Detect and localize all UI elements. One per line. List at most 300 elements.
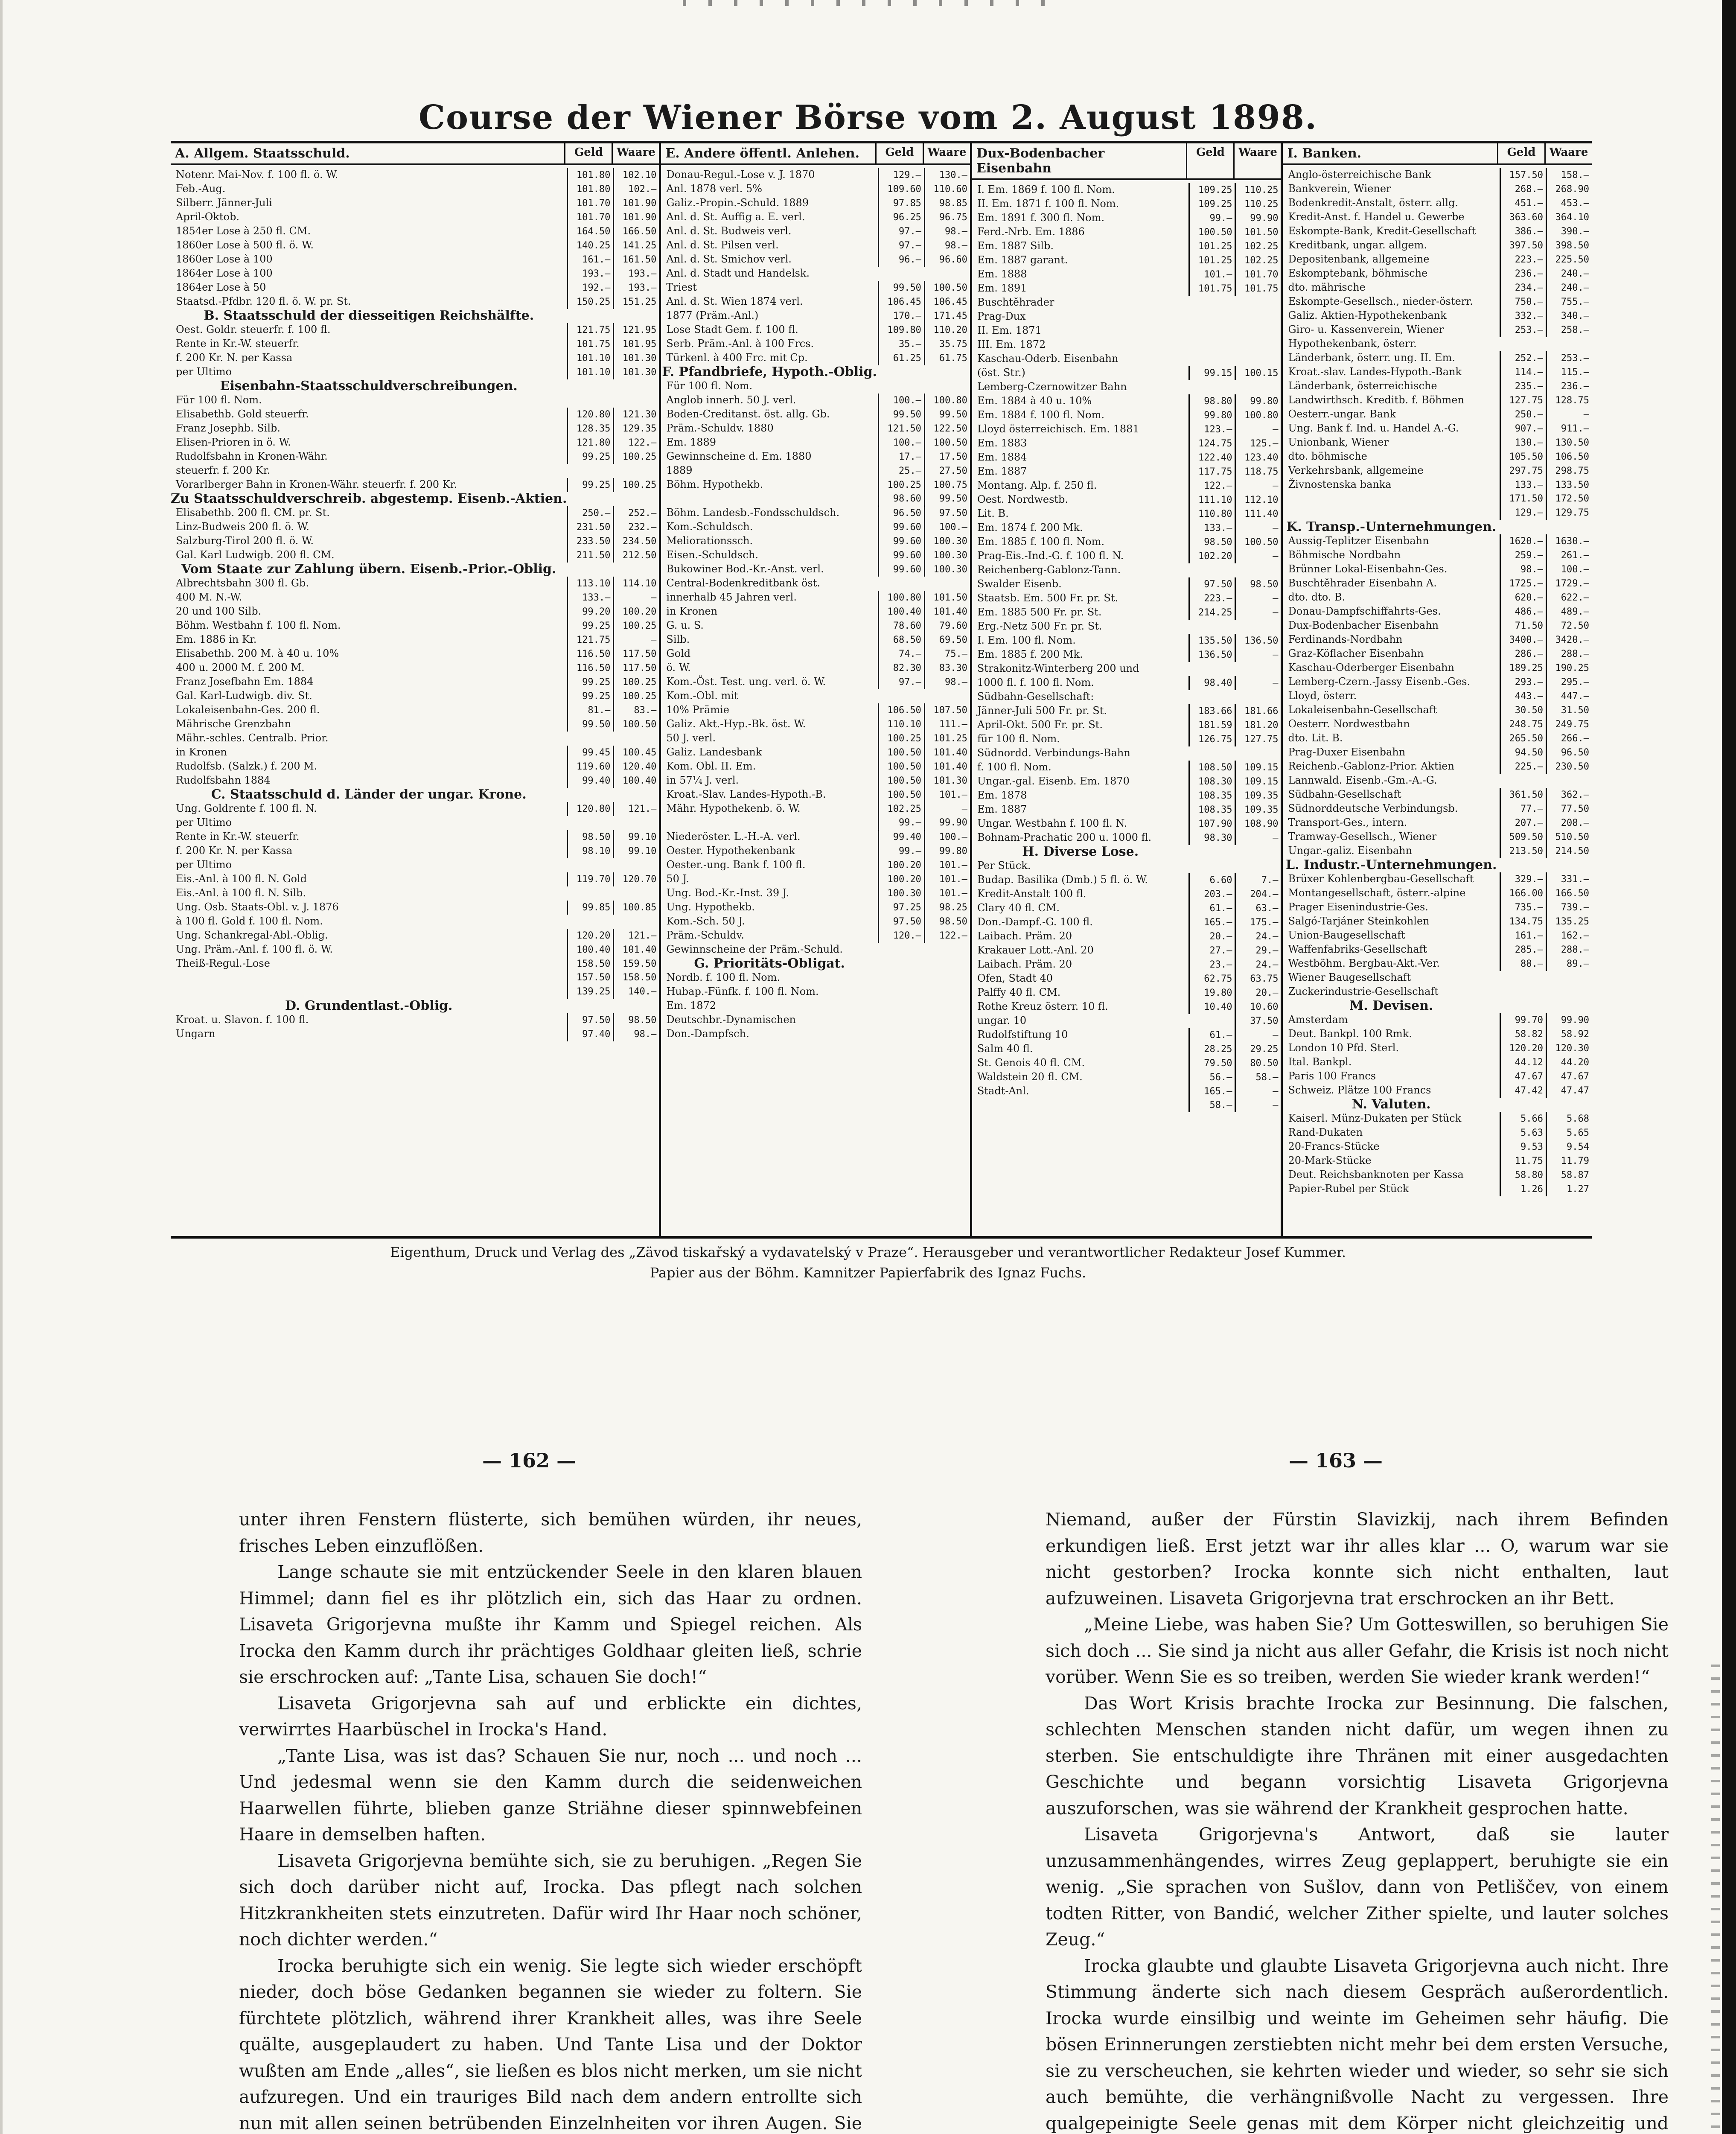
quote-row <box>972 1056 1281 1070</box>
section-heading-row <box>171 309 659 323</box>
geld-value: 183.66 <box>1188 704 1235 718</box>
geld-value: 99.— <box>878 844 924 858</box>
quote-row <box>1283 464 1592 478</box>
waare-value: 5.65 <box>1546 1126 1592 1140</box>
geld-value: 47.67 <box>1500 1070 1546 1084</box>
security-name: dto. Lit. B. <box>1288 732 1343 744</box>
security-name: Em. 1888 <box>977 268 1027 280</box>
security-name: Rudolfstiftung 10 <box>977 1029 1068 1041</box>
waare-value: 232.— <box>613 520 659 534</box>
quote-row <box>972 183 1281 197</box>
paragraph: Lisaveta Grigorjevna sah auf und erblickte ein dichtes, verwirrtes Haarbüschel in Irocka's Hand. <box>239 1693 862 1740</box>
exchange-column-3 <box>972 143 1283 1236</box>
geld-value: 99.70 <box>1500 1013 1546 1027</box>
security-name: Böhm. Hypothekb. <box>666 478 763 490</box>
paragraph: „Meine Liebe, was haben Sie? Um Gotteswillen, so beruhigen Sie sich doch ... Sie sind ja nicht aus aller Gefahr, die Krisis ist noch nicht vorüber. Wenn Sie es so treiben, werden Sie wieder krank werden!“ <box>1046 1614 1669 1687</box>
security-name: Em. 1891 f. 300 fl. Nom. <box>977 212 1105 224</box>
geld-value: 109.25 <box>1188 197 1235 211</box>
geld-value: 133.— <box>567 591 613 605</box>
security-name: Don.-Dampfsch. <box>666 1028 749 1040</box>
quote-row <box>972 690 1281 704</box>
security-name: I. Em. 100 fl. Nom. <box>977 634 1076 646</box>
security-name: Montang. Alp. f. 250 fl. <box>977 479 1097 491</box>
security-name: III. Em. 1872 <box>977 338 1046 350</box>
quote-row <box>972 507 1281 521</box>
security-name: Rudolfsbahn 1884 <box>176 774 271 786</box>
section-heading: C. Staatsschuld d. Länder der ungar. Krone. <box>211 787 527 802</box>
quote-row <box>661 675 970 689</box>
quote-row <box>1283 407 1592 421</box>
waare-value: 101.40 <box>924 760 970 774</box>
column-rows <box>1283 165 1592 1236</box>
waare-value: 122.50 <box>924 422 970 436</box>
security-name: London 10 Pfd. Sterl. <box>1288 1042 1399 1054</box>
security-name: Ungar.-galiz. Eisenbahn <box>1288 845 1413 857</box>
waare-value: 240.— <box>1546 281 1592 295</box>
quote-row <box>661 802 970 816</box>
geld-value: 122.40 <box>1188 451 1235 465</box>
geld-value: 119.70 <box>567 872 613 886</box>
quote-row <box>171 985 659 999</box>
waare-value: 100.80 <box>924 394 970 408</box>
security-name: Präm.-Schuldv. <box>666 929 745 941</box>
security-name: Nordb. f. 100 fl. Nom. <box>666 971 781 983</box>
geld-value: 99.— <box>878 816 924 830</box>
geld-value: 23.— <box>1188 958 1235 972</box>
security-name: Prager Eisenindustrie-Ges. <box>1288 901 1428 913</box>
geld-value: 100.25 <box>878 478 924 492</box>
security-name: Montangesellschaft, österr.-alpine <box>1288 887 1466 899</box>
geld-value: 77.— <box>1500 802 1546 816</box>
quote-row <box>972 436 1281 450</box>
geld-value: 99.50 <box>878 281 924 295</box>
security-name: Ung. Goldrente f. 100 fl. N. <box>176 802 317 814</box>
security-name: Gal. Karl-Ludwigb. div. St. <box>176 690 312 702</box>
security-name: Boden-Creditanst. öst. allg. Gb. <box>666 408 830 420</box>
security-name: Em. 1885 f. 200 Mk. <box>977 648 1083 660</box>
geld-value: 109.25 <box>1188 183 1235 197</box>
quote-row <box>171 759 659 773</box>
geld-value: 116.50 <box>567 647 613 661</box>
waare-value: 114.10 <box>613 577 659 591</box>
imprint <box>0 1242 1736 1283</box>
geld-value: 451.— <box>1500 196 1546 210</box>
waare-value: 755.— <box>1546 295 1592 309</box>
geld-value: 96.50 <box>878 506 924 520</box>
geld-value: 361.50 <box>1500 788 1546 802</box>
geld-value: 101.25 <box>1188 254 1235 268</box>
quote-row <box>661 590 970 604</box>
security-name: Em. 1883 <box>977 437 1027 449</box>
quote-row <box>661 478 970 492</box>
waare-value: 100.30 <box>924 534 970 548</box>
security-name: Anglo-österreichische Bank <box>1288 169 1431 181</box>
geld-value: 108.35 <box>1188 803 1235 817</box>
quote-row <box>972 788 1281 802</box>
waare-value: 115.— <box>1546 365 1592 379</box>
quote-row <box>661 309 970 323</box>
security-name: Hypothekenbank, österr. <box>1288 338 1417 350</box>
quote-row <box>972 535 1281 549</box>
security-name: in Kronen <box>666 605 718 617</box>
waare-value: 72.50 <box>1546 619 1592 633</box>
section-heading: M. Devisen. <box>1349 998 1433 1013</box>
security-name: Eis.-Anl. à 100 fl. N. Gold <box>176 873 307 885</box>
security-name: Rudolfsb. (Salzk.) f. 200 M. <box>176 760 317 772</box>
security-name: Triest <box>666 281 697 293</box>
security-name: Südnordd. Verbindungs-Bahn <box>977 747 1130 759</box>
quote-row <box>171 393 659 407</box>
security-name: Amsterdam <box>1288 1014 1348 1026</box>
security-name: Länderbank, österreichische <box>1288 380 1437 392</box>
geld-value: 750.— <box>1500 295 1546 309</box>
security-name: Gold <box>666 647 691 659</box>
waare-value: — <box>613 633 659 647</box>
waare-value: 193.— <box>613 267 659 281</box>
geld-value: 99.60 <box>878 548 924 563</box>
waare-value: 109.35 <box>1235 803 1281 817</box>
geld-value: 157.50 <box>1500 168 1546 182</box>
waare-value: 141.25 <box>613 239 659 253</box>
quote-row <box>1283 280 1592 294</box>
quote-row <box>972 380 1281 394</box>
waare-value: 99.80 <box>1235 394 1281 408</box>
geld-value: 5.66 <box>1500 1112 1546 1126</box>
geld-value: 99.40 <box>878 830 924 844</box>
paragraph: Lange schaute sie mit entzückender Seele in den klaren blauen Himmel; dann fiel es ihr plötzlich ein, sich das Haar zu ordnen. Lisaveta Grigorjevna mußte ihr Kamm und Spiegel reichen. Als Irocka den Kamm durch ihr prächtiges Goldhaar gleiten ließ, schrie sie erschrocken auf: „Tante Lisa, schauen Sie doch!“ <box>239 1562 862 1687</box>
quote-row <box>171 745 659 759</box>
quote-row <box>1283 942 1592 956</box>
geld-value: 98.30 <box>1188 831 1235 845</box>
quote-row <box>972 1070 1281 1084</box>
waare-value: 31.50 <box>1546 703 1592 717</box>
geld-value: 136.50 <box>1188 648 1235 662</box>
waare-value: 109.15 <box>1235 761 1281 775</box>
quote-row <box>972 267 1281 281</box>
column-title: Dux-Bodenbacher Eisenbahn <box>976 146 1105 176</box>
waare-value: 89.— <box>1546 957 1592 971</box>
waare-value: — <box>1235 606 1281 620</box>
quote-row <box>972 676 1281 690</box>
waare-value: 29.— <box>1235 944 1281 958</box>
security-name: Per Stück. <box>977 860 1031 872</box>
waare-value: 98.50 <box>924 915 970 929</box>
waare-value: 99.10 <box>613 844 659 858</box>
quote-row <box>972 943 1281 957</box>
geld-value: 121.50 <box>878 422 924 436</box>
quote-row <box>972 295 1281 309</box>
security-name: in 57¼ J. verl. <box>666 774 739 786</box>
security-name: Jänner-Juli 500 Fr. pr. St. <box>977 705 1107 717</box>
waare-value: 362.— <box>1546 788 1592 802</box>
section-heading-row <box>1283 999 1592 1013</box>
waare-value: 181.66 <box>1235 704 1281 718</box>
geld-value: 253.— <box>1500 323 1546 337</box>
security-name: Paris 100 Francs <box>1288 1070 1376 1082</box>
geld-value: 97.25 <box>878 901 924 915</box>
waare-value: 102.— <box>613 182 659 196</box>
security-name: Graz-Köflacher Eisenbahn <box>1288 647 1424 659</box>
waare-value: 166.50 <box>613 224 659 239</box>
quote-row <box>1283 1125 1592 1140</box>
waare-value: 390.— <box>1546 224 1592 239</box>
geld-value: 100.50 <box>878 746 924 760</box>
quote-row <box>661 1027 970 1041</box>
security-name: 20-Mark-Stücke <box>1288 1154 1372 1166</box>
waare-value: 117.50 <box>613 661 659 675</box>
waare-value: 122.— <box>613 436 659 450</box>
quote-row <box>972 732 1281 746</box>
security-name: 400 M. N.-W. <box>176 591 242 603</box>
waare-value: 121.— <box>613 802 659 816</box>
quote-row <box>661 633 970 647</box>
geld-value: 117.75 <box>1188 465 1235 479</box>
geld-value: 99.25 <box>567 450 613 464</box>
quote-row <box>171 661 659 675</box>
quote-row <box>1283 647 1592 661</box>
waare-value: 364.10 <box>1546 210 1592 224</box>
security-name: Gewinnscheine der Präm.-Schuld. <box>666 943 843 955</box>
column-rows <box>661 165 970 1236</box>
geld-value: 102.20 <box>1188 549 1235 563</box>
waare-value: 101.75 <box>1235 282 1281 296</box>
geld-value: 161.— <box>1500 929 1546 943</box>
waare-value: 47.47 <box>1546 1084 1592 1098</box>
waare-value: 100.25 <box>613 619 659 633</box>
waare-value: 47.67 <box>1546 1070 1592 1084</box>
geld-value: 119.60 <box>567 760 613 774</box>
waare-value: — <box>1235 831 1281 845</box>
geld-value: 100.50 <box>878 774 924 788</box>
security-name: Oesterr.-ungar. Bank <box>1288 408 1396 420</box>
quote-row <box>972 1098 1281 1112</box>
geld-value: 100.40 <box>878 605 924 619</box>
security-name: Ung. Hypothekb. <box>666 901 755 913</box>
quote-row <box>1283 1041 1592 1055</box>
security-name: Kroat. u. Slavon. f. 100 fl. <box>176 1014 309 1026</box>
quote-row <box>661 534 970 548</box>
quote-row <box>661 703 970 717</box>
security-name: 1854er Lose à 250 fl. CM. <box>176 225 311 237</box>
quote-row <box>1283 914 1592 928</box>
security-name: Gewinnscheine d. Em. 1880 <box>666 450 812 462</box>
security-name: Türkenl. à 400 Frc. mit Cp. <box>666 352 808 364</box>
waare-value: 1630.— <box>1546 534 1592 548</box>
waare-value: 151.25 <box>613 295 659 309</box>
security-name: Buschtěhrader Eisenbahn A. <box>1288 577 1437 589</box>
security-name: in Kronen <box>176 746 227 758</box>
quote-row <box>171 802 659 816</box>
waare-value: 101.30 <box>613 351 659 365</box>
security-name: Lokaleisenbahn-Ges. 200 fl. <box>176 704 320 716</box>
quote-row <box>972 324 1281 338</box>
geld-value: 120.20 <box>567 929 613 943</box>
geld-value: 19.80 <box>1188 986 1235 1000</box>
quote-row <box>171 224 659 238</box>
quote-row <box>972 549 1281 563</box>
security-name: Palffy 40 fl. CM. <box>977 986 1061 998</box>
geld-value: 100.50 <box>878 788 924 802</box>
quote-row <box>171 449 659 464</box>
quote-row <box>171 351 659 365</box>
waare-value: 99.50 <box>924 492 970 506</box>
security-name: April-Oktob. <box>176 211 239 223</box>
scan-speckle <box>683 0 1067 6</box>
waare-value: 98.— <box>924 675 970 689</box>
waare-value: 111.40 <box>1235 507 1281 521</box>
geld-value: 1.26 <box>1500 1182 1546 1196</box>
geld-value: 250.— <box>567 506 613 520</box>
quote-row <box>1283 365 1592 379</box>
security-name: Em. 1872 <box>666 1000 717 1012</box>
security-name: Bohnam-Prachatic 200 u. 1000 fl. <box>977 831 1152 843</box>
security-name: 1860er Lose à 100 <box>176 253 273 265</box>
quote-row <box>171 266 659 280</box>
quote-row <box>1283 1154 1592 1168</box>
waare-value: 101.30 <box>613 365 659 379</box>
quote-row <box>661 830 970 844</box>
waare-value: 172.50 <box>1546 492 1592 506</box>
section-heading: G. Prioritäts-Obligat. <box>694 956 845 971</box>
waare-value: — <box>924 802 970 816</box>
waare-value: — <box>1235 1098 1281 1112</box>
quote-row <box>661 182 970 196</box>
quote-row <box>661 435 970 449</box>
quote-row <box>661 393 970 407</box>
geld-value: 735.— <box>1500 901 1546 915</box>
quote-row <box>171 971 659 985</box>
geld-value: 100.30 <box>878 886 924 901</box>
waare-value: 100.30 <box>924 563 970 577</box>
geld-value: 99.25 <box>567 478 613 492</box>
waare-value: 101.50 <box>924 591 970 605</box>
security-name: 1864er Lose à 50 <box>176 281 266 293</box>
waare-value: 193.— <box>613 281 659 295</box>
geld-value: 99.85 <box>567 901 613 915</box>
geld-value: 120.80 <box>567 802 613 816</box>
quote-row <box>972 901 1281 915</box>
waare-value: 35.75 <box>924 337 970 351</box>
waare-value: 100.15 <box>1235 366 1281 380</box>
page-number-right: — 163 — <box>1289 1449 1383 1472</box>
quote-row <box>661 886 970 900</box>
quote-row <box>171 238 659 252</box>
waare-value: 100.80 <box>1235 408 1281 423</box>
quote-row <box>171 886 659 900</box>
geld-value: 100.20 <box>878 858 924 872</box>
quote-row <box>1283 182 1592 196</box>
quote-row <box>1283 1168 1592 1182</box>
security-name: II. Em. 1871 f. 100 fl. Nom. <box>977 198 1119 210</box>
quote-row <box>1283 576 1592 590</box>
geld-value: 27.— <box>1188 944 1235 958</box>
quote-row <box>661 928 970 942</box>
waare-value: 288.— <box>1546 943 1592 957</box>
quote-row <box>972 662 1281 676</box>
waare-value: 102.10 <box>613 168 659 182</box>
waare-value: 98.— <box>924 239 970 253</box>
security-name: Anl. d. St. Budweis verl. <box>666 225 792 237</box>
column-header <box>661 143 970 165</box>
geld-value: 81.— <box>567 703 613 717</box>
waare-value: 121.95 <box>613 323 659 337</box>
security-name: Meliorationssch. <box>666 535 753 547</box>
security-name: Länderbank, österr. ung. II. Em. <box>1288 352 1455 364</box>
security-name: dto. mährische <box>1288 281 1366 293</box>
geld-value: 165.— <box>1188 1084 1235 1099</box>
quote-row <box>661 379 970 393</box>
security-name: Böhm. Westbahn f. 100 fl. Nom. <box>176 619 341 631</box>
security-name: Oesterr. Nordwestbahn <box>1288 718 1410 730</box>
geld-value: 5.63 <box>1500 1126 1546 1140</box>
security-name: Lit. B. <box>977 507 1009 519</box>
waare-value: 17.50 <box>924 450 970 464</box>
quote-row <box>171 337 659 351</box>
waare-value: 102.25 <box>1235 254 1281 268</box>
column-waare-label: Waare <box>923 143 970 163</box>
quote-row <box>1283 1027 1592 1041</box>
security-name: Ungar. Westbahn f. 100 fl. N. <box>977 817 1127 829</box>
geld-value: 127.75 <box>1500 394 1546 408</box>
security-name: Anl. 1878 verl. 5% <box>666 183 763 195</box>
quote-row <box>171 618 659 633</box>
waare-value: 181.20 <box>1235 718 1281 732</box>
geld-value: 99.15 <box>1188 366 1235 380</box>
security-name: Vorarlberger Bahn in Kronen-Währ. steuerfr. f. 200 Kr. <box>176 478 457 490</box>
quote-row <box>1283 294 1592 309</box>
geld-value: 96.25 <box>878 210 924 224</box>
quote-row <box>1283 844 1592 858</box>
quote-row <box>972 408 1281 422</box>
security-name: Kom. Obl. II. Em. <box>666 760 756 772</box>
security-name: Em. 1885 500 Fr. pr. St. <box>977 606 1102 618</box>
geld-value: 223.— <box>1500 253 1546 267</box>
security-name: Em. 1884 <box>977 451 1027 463</box>
security-name: Galiz. Akt.-Hyp.-Bk. öst. W. <box>666 718 806 730</box>
security-name: Kaschau-Oderb. Eisenbahn <box>977 353 1118 364</box>
quote-row <box>171 534 659 548</box>
quote-row <box>1283 745 1592 759</box>
geld-value: 130.— <box>1500 436 1546 450</box>
waare-value: 100.50 <box>924 436 970 450</box>
waare-value: 58.87 <box>1546 1168 1592 1182</box>
waare-value: — <box>1235 592 1281 606</box>
waare-value: 101.— <box>924 872 970 886</box>
page-number-left: — 162 — <box>482 1449 577 1472</box>
column-title: A. Allgem. Staatsschuld. <box>175 146 350 161</box>
security-name: Kom.-Schuldsch. <box>666 521 753 533</box>
security-name: Kaiserl. Münz-Dukaten per Stück <box>1288 1112 1462 1124</box>
security-name: Ung. Schankregal-Abl.-Oblig. <box>176 929 328 941</box>
quote-row <box>1283 1013 1592 1027</box>
section-heading: K. Transp.-Unternehmungen. <box>1286 519 1497 534</box>
security-name: 50 J. verl. <box>666 732 716 744</box>
quote-row <box>1283 703 1592 717</box>
quote-row <box>661 449 970 464</box>
geld-value: 285.— <box>1500 943 1546 957</box>
quote-row <box>661 604 970 618</box>
waare-value: 96.60 <box>924 253 970 267</box>
section-heading: L. Industr.-Unternehmungen. <box>1286 857 1497 872</box>
waare-value: 127.75 <box>1235 732 1281 746</box>
waare-value: 100.25 <box>613 478 659 492</box>
quote-row <box>171 464 659 478</box>
security-name: Rente in Kr.-W. steuerfr. <box>176 338 300 350</box>
geld-value: 100.— <box>878 436 924 450</box>
column-geld-label: Geld <box>1186 143 1233 178</box>
geld-value: 121.80 <box>567 436 613 450</box>
geld-value: 101.— <box>1188 268 1235 282</box>
